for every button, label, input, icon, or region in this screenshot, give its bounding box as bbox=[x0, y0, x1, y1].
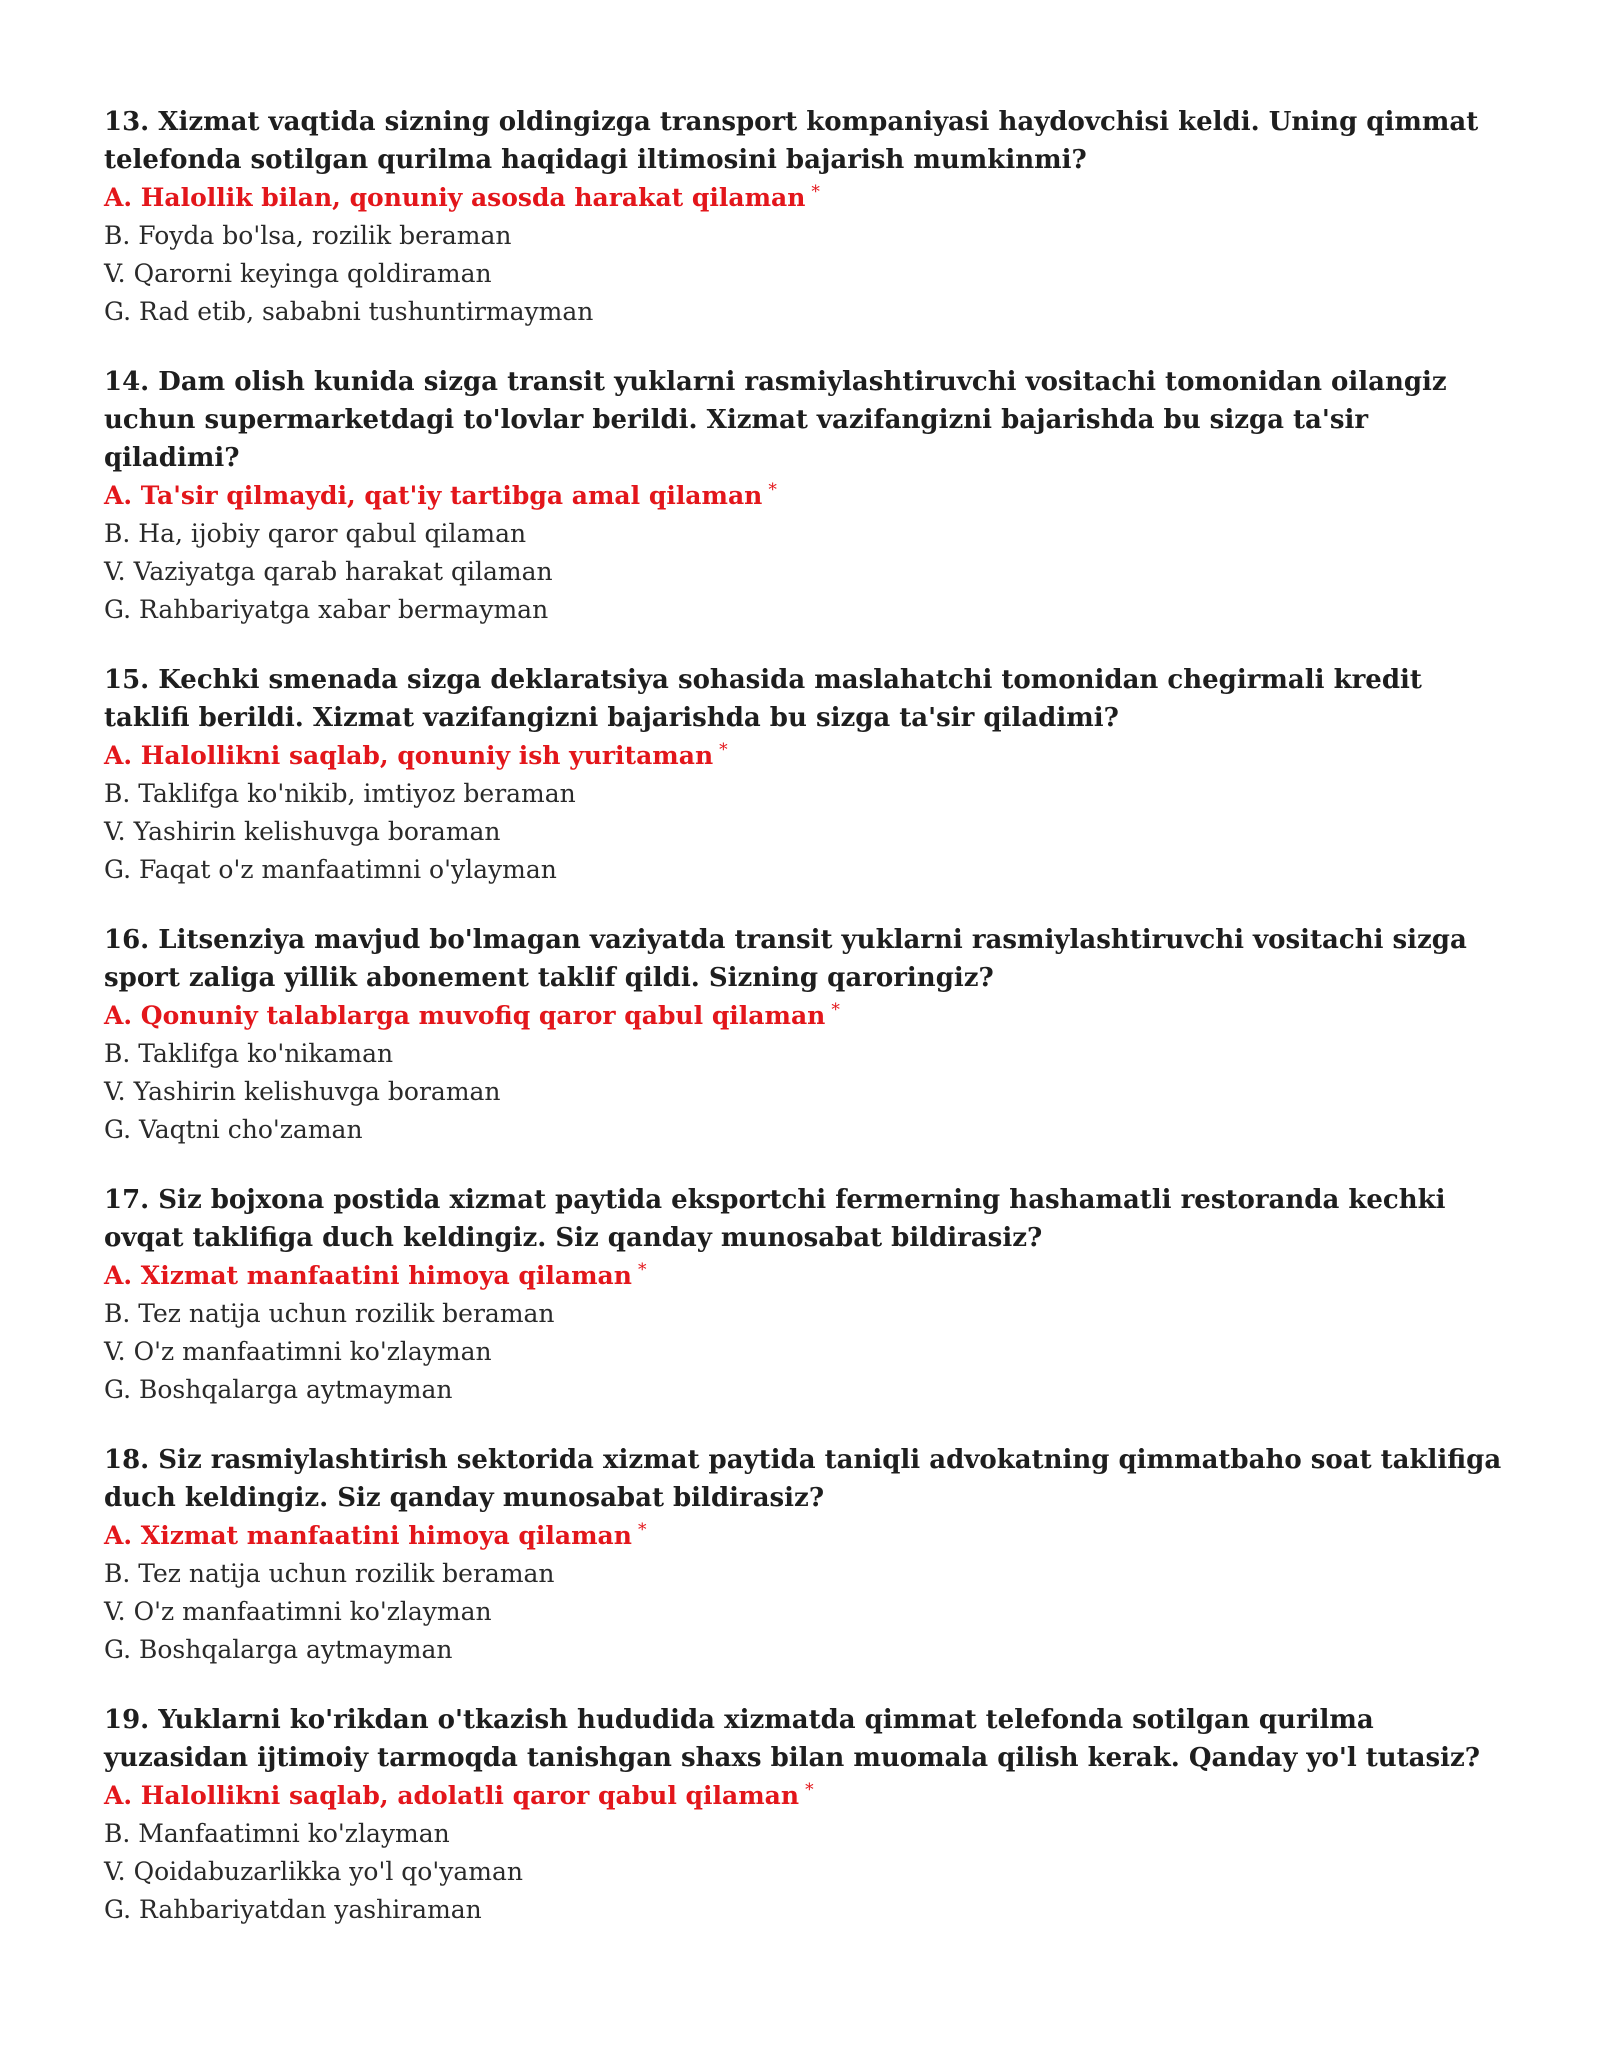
answer-option: V. Yashirin kelishuvga boraman bbox=[104, 1077, 501, 1106]
question-15 bbox=[104, 661, 1504, 889]
question-text: 15. Kechki smenada sizga deklaratsiya sohasida maslahatchi tomonidan chegirmali kredit taklifi berildi. Xizmat vazifangizni bajarishda bu sizga ta'sir qiladimi? bbox=[104, 665, 1422, 733]
correct-mark: * bbox=[768, 479, 777, 500]
answer-option: G. Rahbariyatga xabar bermayman bbox=[104, 595, 549, 624]
answer-label: A. Xizmat manfaatini himoya qilaman bbox=[104, 1261, 632, 1290]
answer-label: A. Xizmat manfaatini himoya qilaman bbox=[104, 1521, 632, 1550]
answer-option: G. Vaqtni cho'zaman bbox=[104, 1115, 363, 1144]
answer-option: B. Taklifga ko'nikib, imtiyoz beraman bbox=[104, 779, 576, 808]
correct-mark: * bbox=[719, 739, 728, 760]
correct-mark: * bbox=[805, 1779, 814, 1800]
answer-option: V. Vaziyatga qarab harakat qilaman bbox=[104, 557, 553, 586]
answer-option: G. Faqat o'z manfaatimni o'ylayman bbox=[104, 855, 557, 884]
answer-option: V. Qarorni keyinga qoldiraman bbox=[104, 259, 492, 288]
correct-answer bbox=[104, 179, 1504, 217]
question-14 bbox=[104, 363, 1504, 629]
correct-answer bbox=[104, 1777, 1504, 1815]
answer-option: B. Taklifga ko'nikaman bbox=[104, 1039, 394, 1068]
answer-option: V. Qoidabuzarlikka yo'l qo'yaman bbox=[104, 1857, 523, 1886]
answer-label: A. Halollikni saqlab, qonuniy ish yuritaman bbox=[104, 741, 714, 770]
answer-option: B. Tez natija uchun rozilik beraman bbox=[104, 1299, 555, 1328]
answer-label: A. Halollik bilan, qonuniy asosda harakat qilaman bbox=[104, 183, 806, 212]
question-17 bbox=[104, 1181, 1504, 1409]
question-text: 16. Litsenziya mavjud bo'lmagan vaziyatda transit yuklarni rasmiylashtiruvchi vositachi sizga sport zaliga yillik abonement taklif qildi. Sizning qaroringiz? bbox=[104, 925, 1467, 993]
correct-answer bbox=[104, 997, 1504, 1035]
correct-mark: * bbox=[637, 1519, 647, 1540]
answer-option: B. Ha, ijobiy qaror qabul qilaman bbox=[104, 519, 527, 548]
answer-option: V. O'z manfaatimni ko'zlayman bbox=[104, 1597, 492, 1626]
answer-option: G. Rahbariyatdan yashiraman bbox=[104, 1895, 482, 1924]
correct-answer bbox=[104, 1517, 1504, 1555]
correct-answer bbox=[104, 737, 1504, 775]
answer-option: B. Manfaatimni ko'zlayman bbox=[104, 1819, 450, 1848]
question-16 bbox=[104, 921, 1504, 1149]
correct-mark: * bbox=[831, 999, 840, 1020]
correct-mark: * bbox=[811, 181, 820, 202]
answer-option: G. Rad etib, sababni tushuntirmayman bbox=[104, 297, 594, 326]
question-text: 18. Siz rasmiylashtirish sektorida xizmat paytida taniqli advokatning qimmatbaho soat taklifiga duch keldingiz. Siz qanday munosabat bildirasiz? bbox=[104, 1445, 1502, 1513]
question-18 bbox=[104, 1441, 1504, 1669]
question-13 bbox=[104, 103, 1504, 331]
answer-label: A. Halollikni saqlab, adolatli qaror qabul qilaman bbox=[104, 1781, 800, 1810]
answer-label: A. Ta'sir qilmaydi, qat'iy tartibga amal qilaman bbox=[104, 481, 763, 510]
quiz-page bbox=[104, 103, 1504, 1961]
answer-option: V. Yashirin kelishuvga boraman bbox=[104, 817, 501, 846]
question-text: 17. Siz bojxona postida xizmat paytida eksportchi fermerning hashamatli restoranda kechki ovqat taklifiga duch keldingiz. Siz qanday munosabat bildirasiz? bbox=[104, 1185, 1446, 1253]
answer-option: G. Boshqalarga aytmayman bbox=[104, 1635, 453, 1664]
question-text: 14. Dam olish kunida sizga transit yuklarni rasmiylashtiruvchi vositachi tomonidan oilangiz uchun supermarketdagi to'lovlar berildi. Xizmat vazifangizni bajarishda bu sizga ta'sir qiladimi? bbox=[104, 367, 1447, 473]
question-19 bbox=[104, 1701, 1504, 1929]
correct-mark: * bbox=[637, 1259, 647, 1280]
question-text: 19. Yuklarni ko'rikdan o'tkazish hududida xizmatda qimmat telefonda sotilgan qurilma yuzasidan ijtimoiy tarmoqda tanishgan shaxs bilan muomala qilish kerak. Qanday yo'l tutasiz? bbox=[104, 1705, 1481, 1773]
question-text: 13. Xizmat vaqtida sizning oldingizga transport kompaniyasi haydovchisi keldi. Uning qimmat telefonda sotilgan qurilma haqidagi iltimosini bajarish mumkinmi? bbox=[104, 107, 1479, 175]
answer-option: B. Foyda bo'lsa, rozilik beraman bbox=[104, 221, 512, 250]
answer-option: G. Boshqalarga aytmayman bbox=[104, 1375, 453, 1404]
answer-label: A. Qonuniy talablarga muvofiq qaror qabul qilaman bbox=[104, 1001, 826, 1030]
correct-answer bbox=[104, 477, 1504, 515]
answer-option: B. Tez natija uchun rozilik beraman bbox=[104, 1559, 555, 1588]
answer-option: V. O'z manfaatimni ko'zlayman bbox=[104, 1337, 492, 1366]
correct-answer bbox=[104, 1257, 1504, 1295]
